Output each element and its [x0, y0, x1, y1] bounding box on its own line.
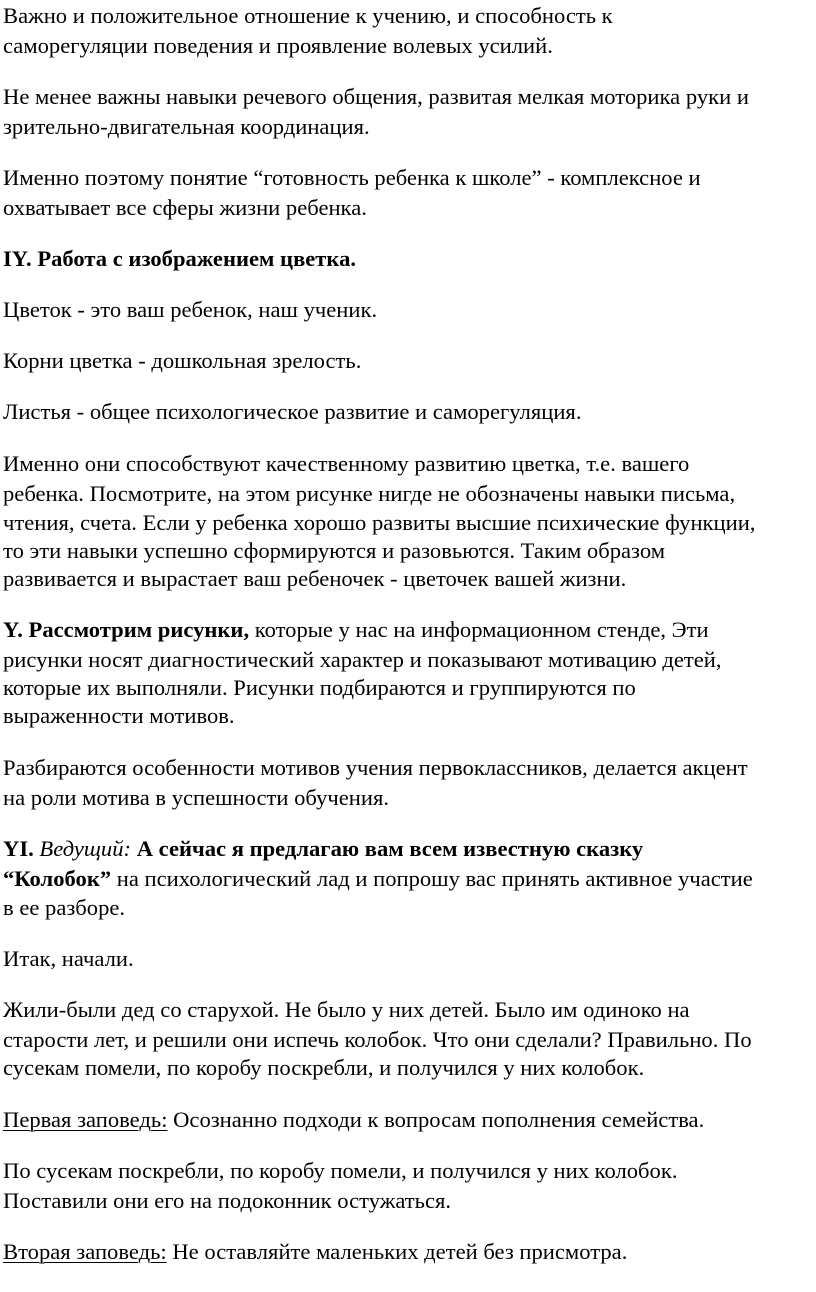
- paragraph-text: Осознанно подходи к вопросам пополнения семейства.: [167, 1107, 705, 1132]
- paragraph-line: чтения, счета. Если у ребенка хорошо развиты высшие психические функции,: [3, 510, 756, 535]
- paragraph-line: старости лет, и решили они испечь колобок. Что они сделали? Правильно. По: [3, 1027, 752, 1052]
- paragraph-line: охватывает все сферы жизни ребенка.: [3, 195, 367, 220]
- paragraph-line: то эти навыки успешно сформируются и разовьются. Таким образом: [3, 538, 666, 563]
- paragraph-line: рисунки носят диагностический характер и показывают мотивацию детей,: [3, 647, 722, 672]
- paragraph-line: Итак, начали.: [3, 946, 134, 971]
- paragraph-line: [3, 836, 643, 862]
- paragraph-line: ребенка. Посмотрите, на этом рисунке нигде не обозначены навыки письма,: [3, 481, 736, 506]
- paragraph-line: Не менее важны навыки речевого общения, развитая мелкая моторика руки и: [3, 84, 749, 109]
- paragraph-line: Важно и положительное отношение к учению, и способность к: [3, 3, 613, 28]
- paragraph-line: Корни цветка - дошкольная зрелость.: [3, 348, 362, 373]
- paragraph-line: Именно поэтому понятие “готовность ребенка к школе” - комплексное и: [3, 165, 701, 190]
- paragraph-line: выраженности мотивов.: [3, 703, 235, 728]
- paragraph-line: [3, 617, 709, 643]
- paragraph-text: на психологический лад и попрошу вас принять активное участие: [111, 866, 753, 891]
- paragraph-line: По сусекам поскребли, по коробу помели, и получился у них колобок.: [3, 1158, 678, 1183]
- paragraph-line: в ее разборе.: [3, 895, 126, 920]
- commandment-label: Вторая заповедь:: [3, 1239, 167, 1264]
- paragraph-text: которые у нас на информационном стенде, Эти: [249, 617, 709, 642]
- section-heading: IY. Работа с изображением цветка.: [3, 246, 357, 271]
- paragraph-line: Именно они способствуют качественному развитию цветка, т.е. вашего: [3, 451, 690, 476]
- bold-text: А сейчас я предлагаю вам всем известную сказку: [136, 836, 644, 861]
- paragraph-line: которые их выполняли. Рисунки подбираются и группируются по: [3, 675, 636, 700]
- paragraph-line: Цветок - это ваш ребенок, наш ученик.: [3, 297, 378, 322]
- paragraph-line: Разбираются особенности мотивов учения первоклассников, делается акцент: [3, 755, 748, 780]
- commandment-label: Первая заповедь:: [3, 1107, 168, 1132]
- section-heading: Y. Рассмотрим рисунки,: [3, 617, 250, 642]
- paragraph-line: зрительно-двигательная координация.: [3, 114, 370, 139]
- paragraph-line: развивается и вырастает ваш ребеночек - цветочек вашей жизни.: [3, 566, 627, 591]
- paragraph-line: сусекам помели, по коробу поскребли, и получился у них колобок.: [3, 1055, 645, 1080]
- section-number: YI.: [3, 836, 34, 861]
- paragraph-line: Жили-были дед со старухой. Не было у них детей. Было им одиноко на: [3, 997, 690, 1022]
- paragraph-line: саморегуляции поведения и проявление волевых усилий.: [3, 33, 553, 58]
- bold-text: “Колобок”: [3, 866, 112, 891]
- paragraph-line: на роли мотива в успешности обучения.: [3, 785, 389, 810]
- speaker-label: Ведущий:: [39, 836, 132, 861]
- paragraph-text: Не оставляйте маленьких детей без присмотра.: [166, 1239, 628, 1264]
- paragraph-line: [3, 1107, 704, 1133]
- paragraph-line: [3, 1239, 627, 1265]
- paragraph-line: [3, 866, 753, 892]
- paragraph-line: Листья - общее психологическое развитие и саморегуляция.: [3, 399, 582, 424]
- paragraph-line: Поставили они его на подоконник остужаться.: [3, 1188, 452, 1213]
